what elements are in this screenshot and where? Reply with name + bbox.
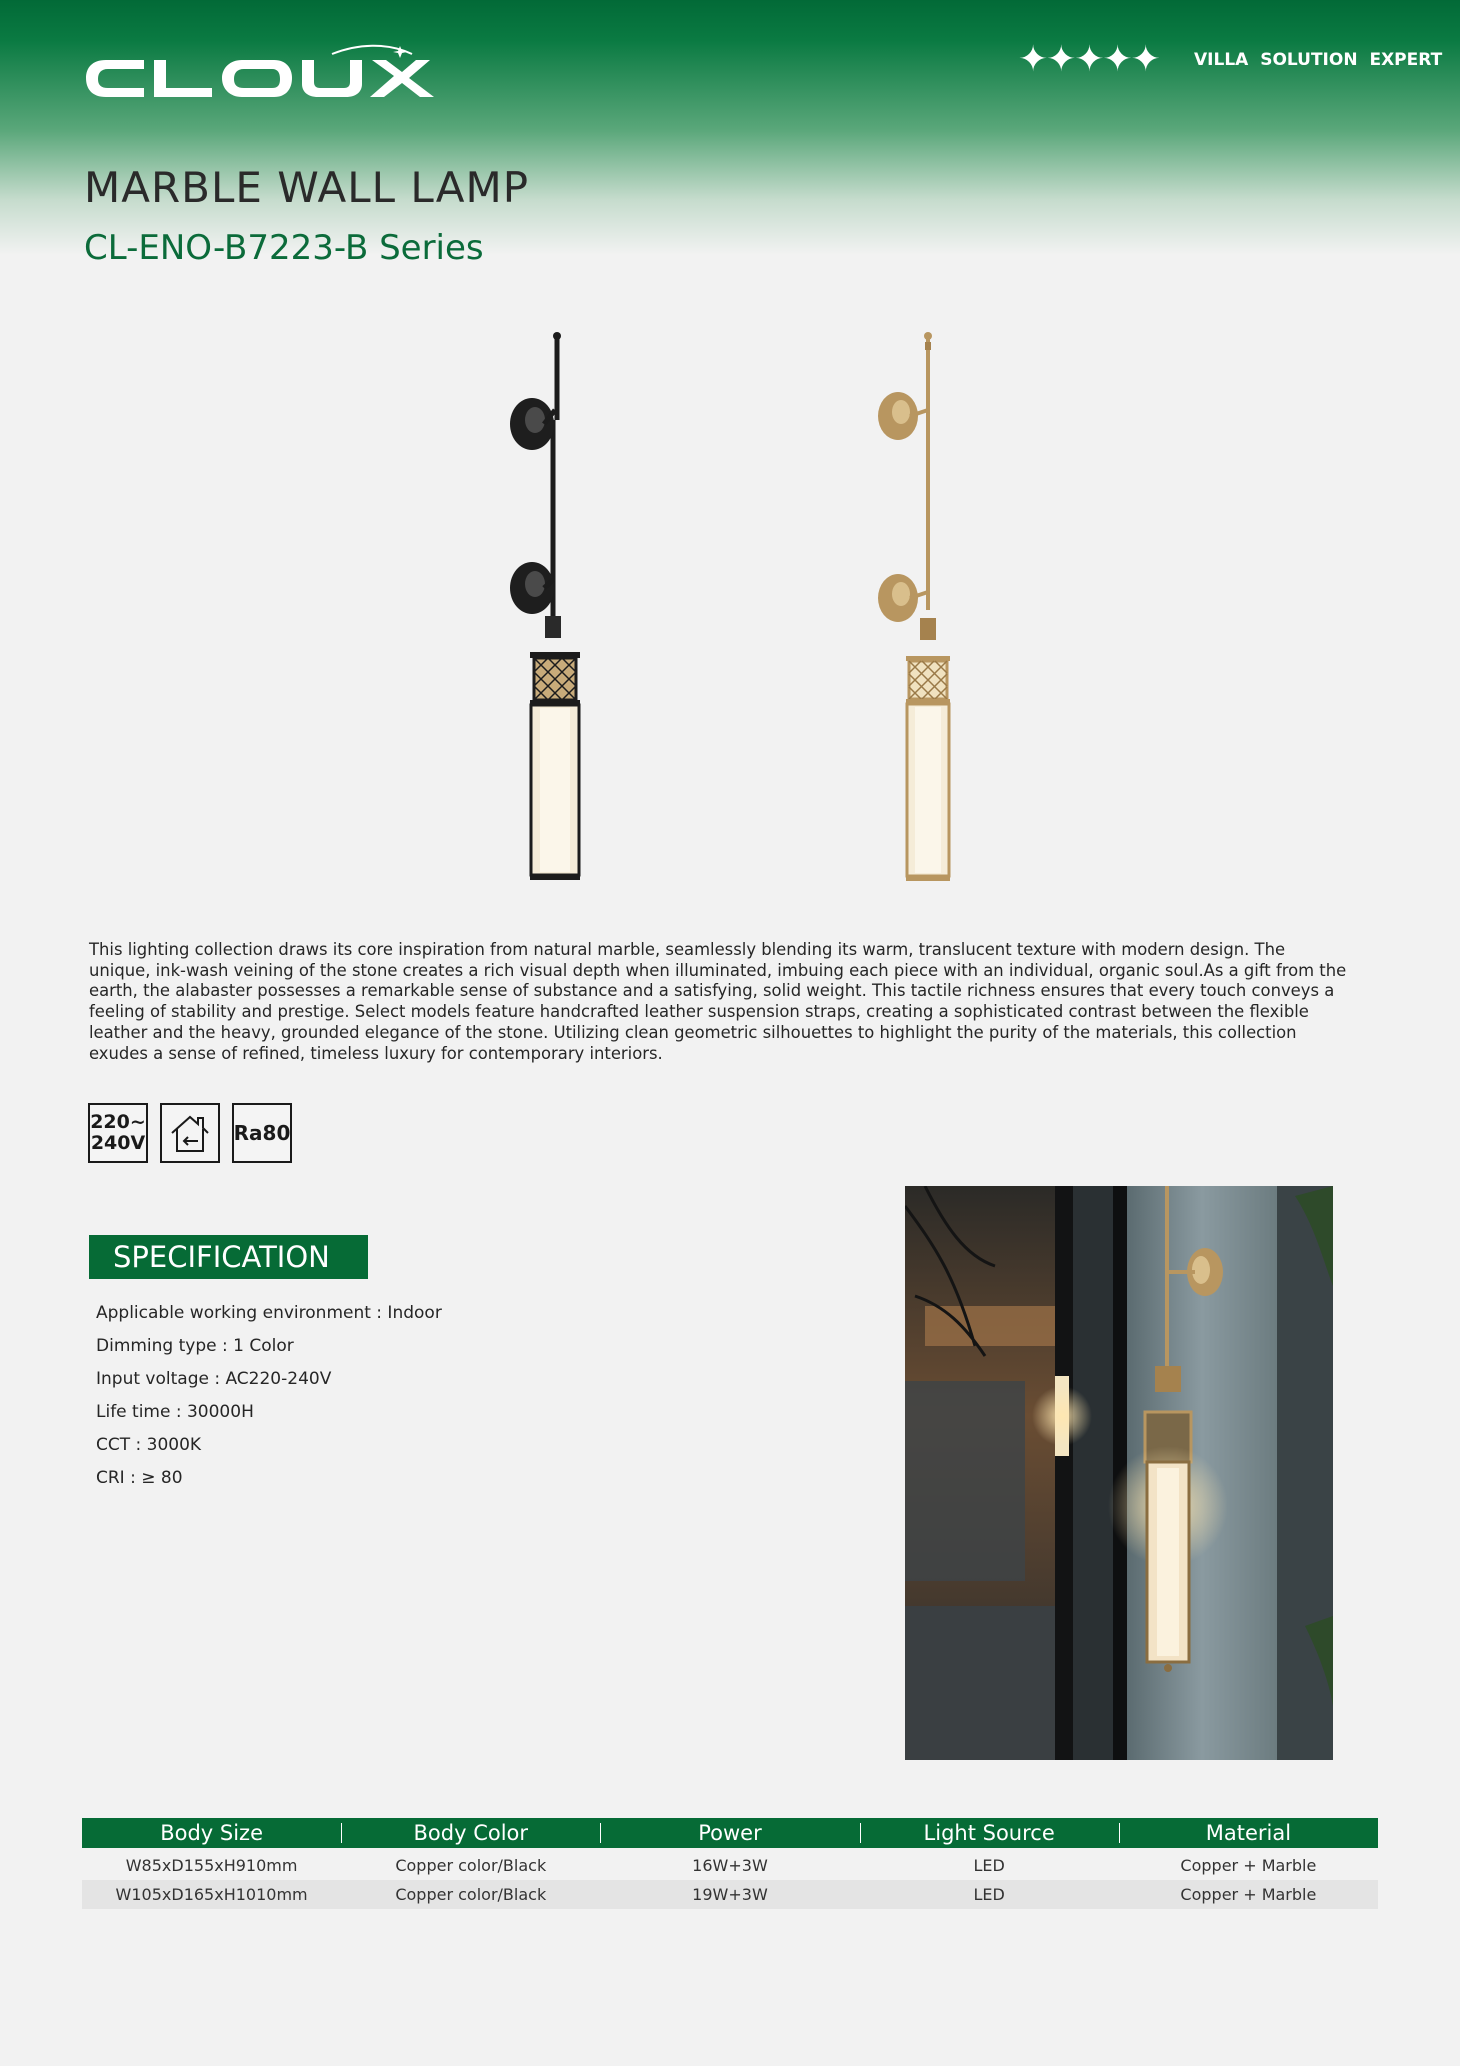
black-wall-lamp-image <box>500 330 600 885</box>
spec-item: Applicable working environment : Indoor <box>96 1303 442 1323</box>
table-cell: LED <box>973 1856 1005 1875</box>
table-cell: W85xD155xH910mm <box>125 1856 298 1875</box>
header-band <box>0 0 1460 260</box>
tagline: VILLA SOLUTION EXPERT <box>1194 50 1443 70</box>
voltage-badge-line1: 220~ <box>90 1111 146 1133</box>
product-series: CL-ENO-B7223-B Series <box>84 228 484 268</box>
column-header-body-color: Body Color <box>341 1818 600 1848</box>
product-spec-table <box>82 1818 1378 1909</box>
table-row <box>82 1880 1378 1909</box>
table-cell: Copper + Marble <box>1119 1880 1378 1909</box>
table-cell: W105xD165xH1010mm <box>82 1880 341 1909</box>
column-header-material: Material <box>1119 1818 1378 1848</box>
voltage-badge-line2: 240V <box>90 1132 146 1154</box>
table-cell: 19W+3W <box>600 1880 859 1909</box>
column-header-power: Power <box>600 1818 859 1848</box>
spec-item: Dimming type : 1 Color <box>96 1336 294 1356</box>
feature-badges <box>88 1103 292 1167</box>
product-title: MARBLE WALL LAMP <box>84 163 530 212</box>
product-description: This lighting collection draws its core inspiration from natural marble, seamlessly blending its warm, translucent texture with modern design. The unique, ink-wash veining of the stone creates a rich visual depth when illuminated, imbuing each piece with an individual, organic soul.As a gift from the earth, the alabaster possesses a remarkable sense of substance and a satisfying, solid weight. This tactile richness ensures that every touch conveys a feeling of stability and prestige. Select models feature handcrafted leather suspension straps, creating a sophisticated contrast between the flexible leather and the heavy, grounded elegance of the stone. Utilizing clean geometric silhouettes to highlight the purity of the materials, this collection exudes a sense of refined, timeless luxury for contemporary interiors. <box>89 940 1347 1063</box>
spec-item: CCT : 3000K <box>96 1435 202 1455</box>
cri-badge-label: Ra80 <box>233 1121 291 1145</box>
cri-badge <box>232 1103 292 1163</box>
rating-stars-icon: ✦✦✦✦✦ <box>1018 39 1159 80</box>
column-header-light-source: Light Source <box>860 1818 1119 1848</box>
spec-item: Input voltage : AC220-240V <box>96 1369 332 1389</box>
interior-scene-photo <box>905 1186 1333 1760</box>
table-cell: Copper color/Black <box>395 1856 547 1875</box>
spec-item: Life time : 30000H <box>96 1402 254 1422</box>
brand-logo <box>82 42 438 102</box>
table-row <box>82 1848 1378 1880</box>
table-cell: Copper + Marble <box>1180 1856 1317 1875</box>
table-cell: LED <box>860 1880 1119 1909</box>
table-cell: 16W+3W <box>692 1856 768 1875</box>
table-cell: Copper color/Black <box>341 1880 600 1909</box>
indoor-house-icon <box>160 1103 220 1163</box>
column-header-body-size: Body Size <box>82 1818 341 1848</box>
specification-list <box>96 1297 442 1495</box>
spec-item: CRI : ≥ 80 <box>96 1468 183 1488</box>
brass-wall-lamp-image <box>868 330 968 885</box>
specification-heading: SPECIFICATION <box>89 1235 368 1279</box>
voltage-badge <box>88 1103 148 1163</box>
table-header-row <box>82 1818 1378 1848</box>
